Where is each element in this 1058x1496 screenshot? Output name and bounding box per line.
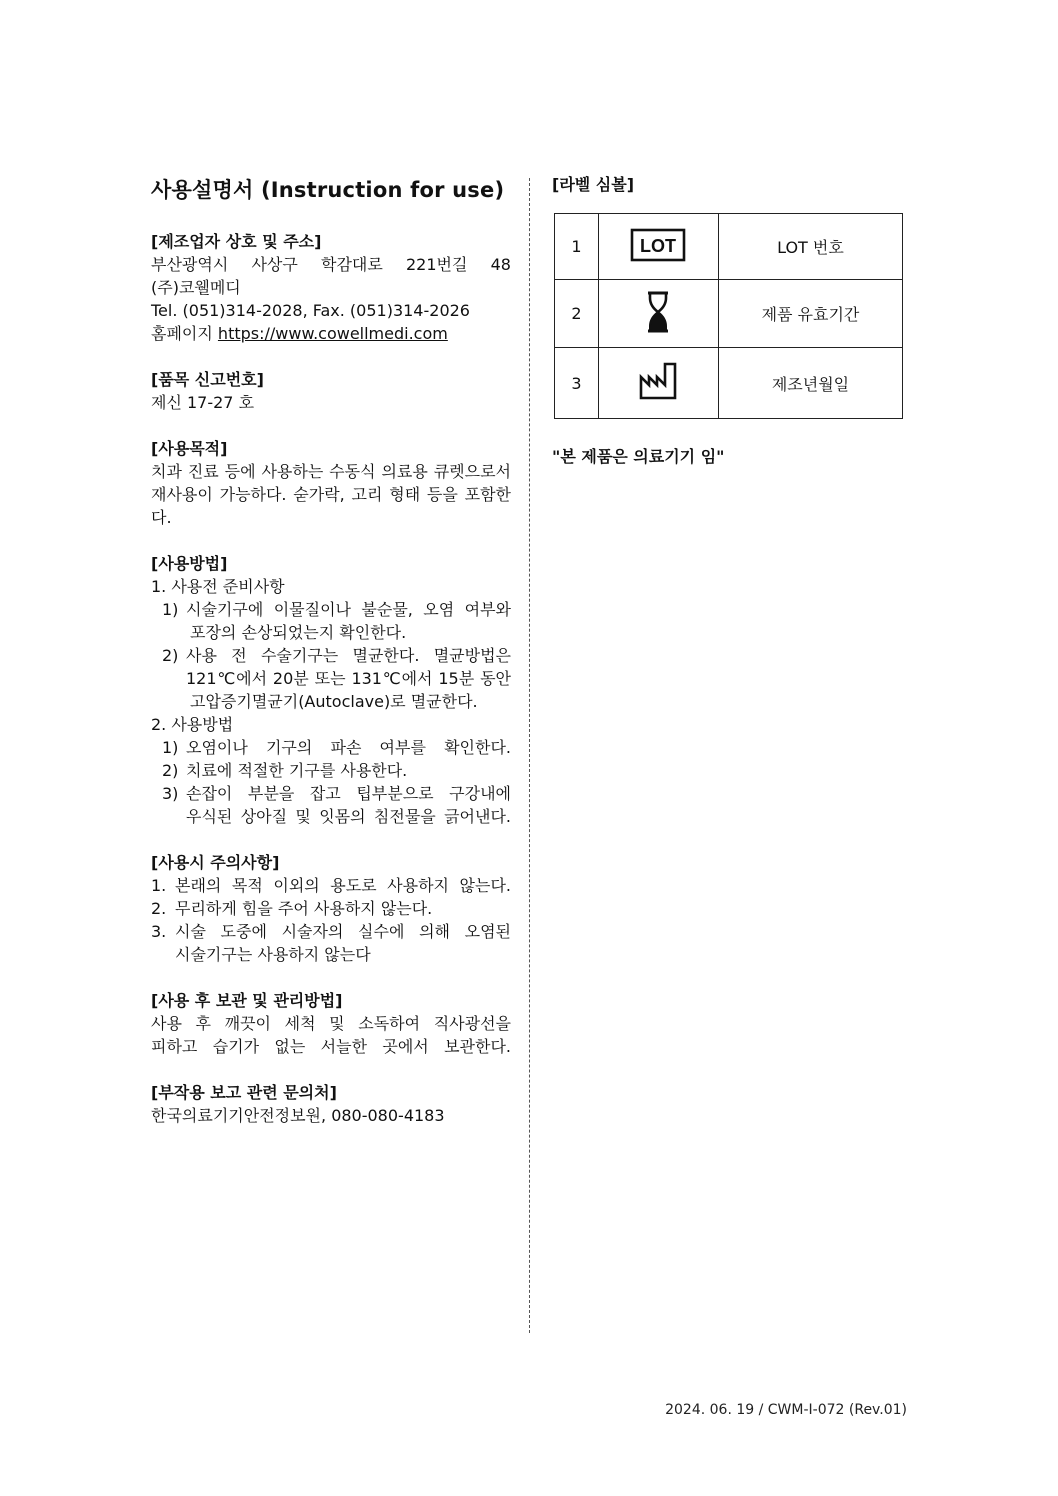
lot-icon-text: LOT (640, 235, 677, 256)
use-item-line: 손잡이 부분을 잡고 팁부분으로 구강내에 (186, 784, 511, 803)
table-row (555, 348, 903, 419)
precaution-item (151, 920, 511, 966)
medical-device-statement: "본 제품은 의료기기 임" (552, 447, 725, 466)
prep-item-line: 사용 전 수술기구는 멸균한다. 멸균방법은 (186, 646, 511, 665)
prep-item (151, 644, 511, 713)
table-row (555, 280, 903, 348)
label-symbols-table (554, 213, 903, 419)
prep-item-line: 포장의 손상되었는지 확인한다. (190, 623, 407, 642)
purpose-line: 재사용이 가능하다. 숟가락, 고리 형태 등을 포함한다. (151, 485, 511, 527)
prep-item (151, 598, 511, 644)
right-column (552, 170, 912, 467)
manufacturer-address: 부산광역시 사상구 학감대로 221번길 48 (151, 255, 511, 274)
prep-title: 1. 사용전 준비사항 (151, 577, 285, 596)
table-row (555, 214, 903, 280)
adverse-contact: 한국의료기기안전정보원, 080-080-4183 (151, 1106, 445, 1125)
precautions-heading: [사용시 주의사항] (151, 853, 280, 872)
manufacturer-tel-fax: Tel. (051)314-2028, Fax. (051)314-2026 (151, 301, 470, 320)
storage-line: 피하고 습기가 없는 서늘한 곳에서 보관한다. (151, 1037, 511, 1056)
homepage-link[interactable]: https://www.cowellmedi.com (217, 324, 448, 343)
symbol-description: 제품 유효기간 (718, 280, 902, 348)
symbol-number: 1 (555, 214, 599, 280)
column-divider (529, 178, 530, 1333)
prep-item-line: 시술기구에 이물질이나 불순물, 오염 여부와 (186, 600, 511, 619)
use-item (151, 759, 511, 782)
manufacturer-section (151, 230, 511, 345)
precaution-item (151, 874, 511, 897)
precaution-line: 시술 도중에 시술자의 실수에 의해 오염된 (175, 922, 511, 941)
storage-section (151, 989, 511, 1058)
manufacturer-heading: [제조업자 상호 및 주소] (151, 232, 322, 251)
precaution-item (151, 897, 511, 920)
symbol-number: 3 (555, 348, 599, 419)
purpose-heading: [사용목적] (151, 439, 228, 458)
precaution-line: 시술기구는 사용하지 않는다 (175, 945, 371, 964)
storage-line: 사용 후 깨끗이 세척 및 소독하여 직사광선을 (151, 1014, 511, 1033)
hourglass-expiry-icon (645, 290, 671, 334)
precaution-line: 본래의 목적 이외의 용도로 사용하지 않는다. (175, 876, 511, 895)
use-title: 2. 사용방법 (151, 715, 234, 734)
method-section (151, 552, 511, 828)
symbol-description: LOT 번호 (718, 214, 902, 280)
adverse-heading: [부작용 보고 관련 문의처] (151, 1083, 337, 1102)
symbol-description: 제조년월일 (718, 348, 902, 419)
use-item-number: 1) (162, 738, 179, 757)
document-title: 사용설명서 (Instruction for use) (151, 178, 505, 202)
label-symbols-heading: [라벨 심볼] (552, 175, 635, 194)
left-column (151, 170, 511, 1150)
use-item-number: 3) (162, 784, 179, 803)
item-report-heading: [품목 신고번호] (151, 370, 264, 389)
lot-number-icon (630, 228, 686, 262)
manufacturer-homepage (151, 322, 511, 345)
item-report-section (151, 368, 511, 414)
use-item-line: 우식된 상아질 및 잇몸의 침전물을 긁어낸다. (186, 807, 511, 826)
use-item-line: 치료에 적절한 기구를 사용한다. (186, 761, 408, 780)
use-item-number: 2) (162, 761, 179, 780)
prep-item-line: 121℃에서 20분 또는 131℃에서 15분 동안 (186, 669, 511, 688)
precaution-number: 2. (151, 899, 167, 918)
purpose-section (151, 437, 511, 529)
precautions-section (151, 851, 511, 966)
homepage-label: 홈페이지 (151, 324, 213, 343)
storage-heading: [사용 후 보관 및 관리방법] (151, 991, 343, 1010)
precaution-number: 1. (151, 876, 167, 895)
item-report-number: 제신 17-27 호 (151, 393, 255, 412)
use-item-line: 오염이나 기구의 파손 여부를 확인한다. (186, 738, 511, 757)
use-item (151, 736, 511, 759)
prep-item-number: 2) (162, 646, 179, 665)
symbol-number: 2 (555, 280, 599, 348)
use-item (151, 782, 511, 828)
adverse-section (151, 1081, 511, 1127)
document-footer: 2024. 06. 19 / CWM-I-072 (Rev.01) (665, 1402, 907, 1418)
purpose-line: 치과 진료 등에 사용하는 수동식 의료용 큐렛으로서 (151, 462, 511, 481)
method-heading: [사용방법] (151, 554, 228, 573)
precaution-line: 무리하게 힘을 주어 사용하지 않는다. (175, 899, 433, 918)
precaution-number: 3. (151, 922, 167, 941)
manufacturer-company: (주)코웰메디 (151, 278, 241, 297)
factory-manufacture-date-icon (638, 361, 678, 401)
prep-item-number: 1) (162, 600, 179, 619)
prep-item-line: 고압증기멸균기(Autoclave)로 멸균한다. (190, 692, 478, 711)
